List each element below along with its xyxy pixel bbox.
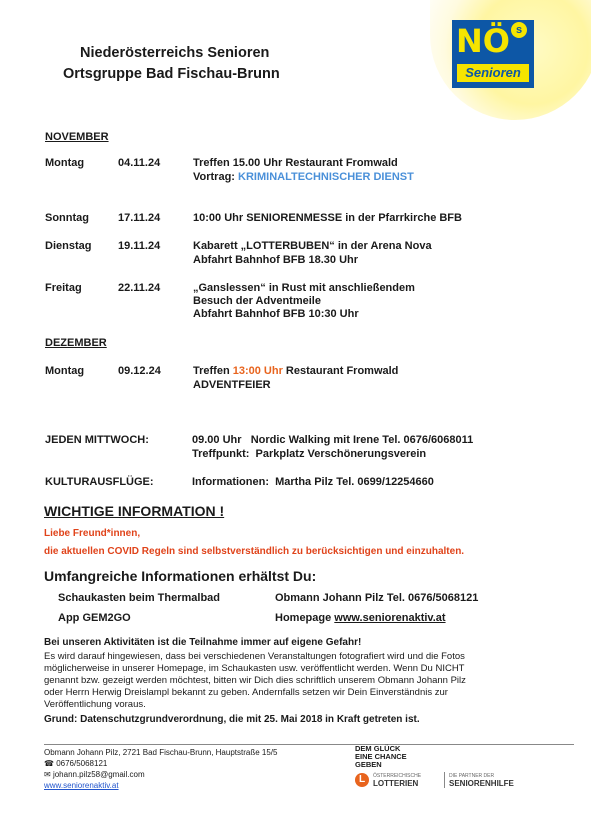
event-day: Freitag — [45, 282, 82, 294]
weekly-label: JEDEN MITTWOCH: — [45, 434, 149, 446]
footer-divider — [44, 744, 574, 745]
homepage-link[interactable]: www.seniorenaktiv.at — [334, 612, 446, 624]
footer-web-link[interactable]: www.seniorenaktiv.at — [44, 781, 119, 790]
event-date: 22.11.24 — [118, 282, 161, 294]
trips-text: Informationen: Martha Pilz Tel. 0699/12254660 — [192, 476, 434, 488]
disclaimer-line: genannt bzw. gezeigt werden möchtest, bitten wir Dich dies schriftlich unserem Obmann Johann Pilz — [44, 675, 466, 686]
footer-email-row — [44, 770, 145, 779]
org-subtitle: Ortsgruppe Bad Fischau-Brunn — [63, 66, 280, 82]
disclaimer-line: möglicherweise in unserer Homepage, im Schaukasten usw. veröffentlicht werden. Wenn Du NICHT — [44, 663, 465, 674]
event-date: 04.11.24 — [118, 157, 161, 169]
event-talk — [193, 171, 414, 183]
talk-topic: KRIMINALTECHNISCHER DIENST — [238, 171, 414, 183]
event-date: 19.11.24 — [118, 240, 161, 252]
sponsor-divider — [444, 772, 445, 788]
lotterien-small: ÖSTERREICHISCHE — [373, 773, 422, 779]
slogan-line: DEM GLÜCK — [355, 744, 401, 753]
info-showcase: Schaukasten beim Thermalbad — [58, 592, 220, 604]
info-heading: Umfangreiche Informationen erhältst Du: — [44, 568, 317, 584]
disclaimer-line: oder Herrn Herwig Dreislampl bekannt zu geben. Andernfalls setzen wir Dein Einverständnis zur — [44, 687, 448, 698]
section-dezember: DEZEMBER — [45, 337, 107, 349]
mail-icon: ✉ — [44, 770, 53, 779]
logo-s-badge: s — [511, 22, 527, 38]
footer-phone: 0676/5068121 — [56, 759, 108, 768]
footer-phone-row — [44, 759, 107, 768]
event-post: Restaurant Fromwald — [282, 365, 399, 377]
footer-address: Obmann Johann Pilz, 2721 Bad Fischau-Brunn, Hauptstraße 15/5 — [44, 748, 278, 757]
event-text: Kabarett „LOTTERBUBEN“ in der Arena Nova — [193, 240, 432, 252]
talk-prefix: Vortrag: — [193, 171, 239, 183]
event-text — [193, 365, 398, 377]
partner-small: DIE PARTNER DER — [449, 773, 495, 779]
event-pre: Treffen — [193, 365, 233, 377]
event-text: Abfahrt Bahnhof BFB 18.30 Uhr — [193, 254, 359, 266]
important-greeting: Liebe Freund*innen, — [44, 528, 141, 539]
disclaimer-body — [44, 651, 466, 711]
noe-senioren-logo — [452, 20, 534, 88]
disclaimer-line: Es wird darauf hingewiesen, dass bei verschiedenen Veranstaltungen fotografiert wird und die Fotos — [44, 651, 465, 662]
event-date: 09.12.24 — [118, 365, 161, 377]
footer-email[interactable]: johann.pilz58@gmail.com — [52, 770, 145, 779]
disclaimer-line: Veröffentlichung voraus. — [44, 699, 146, 710]
event-text: Treffen 15.00 Uhr Restaurant Fromwald — [193, 157, 398, 169]
sponsor-slogan — [355, 745, 407, 769]
lotterien-name: LOTTERIEN — [373, 779, 419, 788]
slogan-line: GEBEN — [355, 760, 382, 769]
seniorenhilfe-name: SENIORENHILFE — [449, 779, 514, 788]
event-day: Montag — [45, 157, 85, 169]
info-homepage — [275, 612, 446, 624]
event-day: Sonntag — [45, 212, 89, 224]
event-day: Dienstag — [45, 240, 92, 252]
event-text: „Ganslessen“ in Rust mit anschließendem — [193, 282, 415, 294]
event-time: 13:00 Uhr — [232, 365, 283, 377]
trips-label: KULTURAUSFLÜGE: — [45, 476, 154, 488]
slogan-line: EINE CHANCE — [355, 752, 407, 761]
logo-text-noe: NÖ — [456, 22, 510, 60]
event-text: Abfahrt Bahnhof BFB 10:30 Uhr — [193, 308, 359, 320]
important-covid: die aktuellen COVID Regeln sind selbstverständlich zu berücksichtigen und einzuhalten. — [44, 546, 465, 557]
logo-text-senioren: Senioren — [457, 64, 529, 82]
homepage-prefix: Homepage — [275, 612, 335, 624]
section-november: NOVEMBER — [45, 131, 109, 143]
important-heading: WICHTIGE INFORMATION ! — [44, 503, 225, 519]
weekly-meeting: Treffpunkt: Parkplatz Verschönerungsverein — [192, 448, 427, 460]
weekly-text: 09.00 Uhr Nordic Walking mit Irene Tel. 0676/6068011 — [192, 434, 474, 446]
disclaimer-reason: Grund: Datenschutzgrundverordnung, die mit 25. Mai 2018 in Kraft getreten ist. — [44, 714, 420, 725]
event-date: 17.11.24 — [118, 212, 161, 224]
event-text: Besuch der Adventmeile — [193, 295, 321, 307]
disclaimer-heading: Bei unseren Aktivitäten ist die Teilnahme immer auf eigene Gefahr! — [44, 637, 362, 648]
event-text: ADVENTFEIER — [193, 379, 271, 391]
event-day: Montag — [45, 365, 85, 377]
org-name: Niederösterreichs Senioren — [80, 45, 270, 61]
phone-icon: ☎ — [44, 759, 57, 768]
lotterien-logo-icon: L — [355, 773, 369, 787]
event-text: 10:00 Uhr SENIORENMESSE in der Pfarrkirche BFB — [193, 212, 462, 224]
info-chairman: Obmann Johann Pilz Tel. 0676/5068121 — [275, 592, 479, 604]
info-app: App GEM2GO — [58, 612, 131, 624]
